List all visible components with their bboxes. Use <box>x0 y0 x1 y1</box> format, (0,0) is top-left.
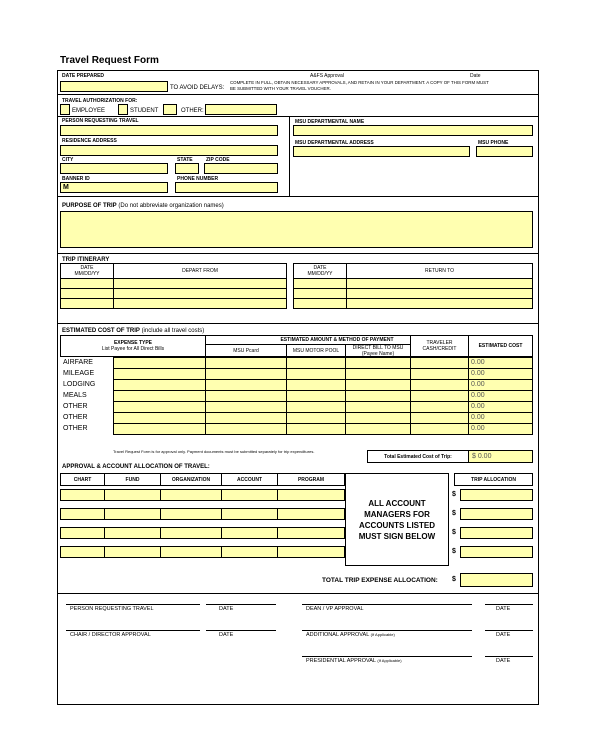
expense-type-text: EXPENSE TYPE <box>113 340 153 346</box>
msu-dept-address-label: MSU DEPARTMENTAL ADDRESS <box>295 140 374 146</box>
notice-line-1: ALL ACCOUNT <box>368 498 426 508</box>
program-text: PROGRAM <box>297 476 325 483</box>
expense-type-header <box>60 335 206 357</box>
allocation-field[interactable] <box>277 527 345 539</box>
mmddyy-text: MM/DD/YY <box>307 271 333 277</box>
estimated-cost-text: ESTIMATED COST <box>478 343 523 349</box>
chart-header <box>60 473 105 486</box>
header-date-label: Date <box>470 73 481 79</box>
residence-address-field[interactable] <box>60 145 278 156</box>
expense-row-label: OTHER <box>63 403 88 410</box>
msu-pcard-text: MSU Pcard <box>233 347 259 354</box>
account-managers-notice <box>345 473 449 566</box>
allocation-field[interactable] <box>60 546 105 558</box>
motor-pool-header <box>286 344 346 357</box>
allocation-field[interactable] <box>277 546 345 558</box>
allocation-field[interactable] <box>221 489 278 501</box>
sig-chair-director: CHAIR / DIRECTOR APPROVAL <box>70 632 151 638</box>
allocation-field[interactable] <box>160 527 222 539</box>
sig-date-label: DATE <box>496 632 511 638</box>
sig-line <box>206 630 276 631</box>
fund-header <box>104 473 161 486</box>
expense-row-label: OTHER <box>63 414 88 421</box>
zip-label: ZIP CODE <box>206 157 230 163</box>
aafs-approval-label: A&FS Approval <box>310 73 344 79</box>
state-label: STATE <box>177 157 193 163</box>
depart-from-header <box>113 263 287 279</box>
city-label: CITY <box>62 157 74 163</box>
travel-auth-label: TRAVEL AUTHORIZATION FOR: <box>62 98 138 104</box>
total-allocation-dollar: $ <box>452 576 456 583</box>
payment-method-field[interactable] <box>205 423 287 435</box>
date-text: DATE <box>80 265 94 271</box>
presidential-text: PRESIDENTIAL APPROVAL <box>306 658 376 664</box>
total-allocation-field[interactable] <box>460 573 533 587</box>
itinerary-cell[interactable] <box>293 298 347 309</box>
divider <box>57 116 539 117</box>
divider <box>57 94 539 95</box>
trip-allocation-field[interactable] <box>460 527 533 539</box>
fund-text: FUND <box>125 476 140 483</box>
sig-line <box>302 656 472 657</box>
allocation-field[interactable] <box>160 508 222 520</box>
other-field[interactable] <box>205 104 277 115</box>
date-text: DATE <box>313 265 327 271</box>
return-text: RETURN TO <box>425 268 454 274</box>
banner-id-field[interactable] <box>60 182 168 193</box>
sig-date-label: DATE <box>219 632 234 638</box>
total-estimated-value: $ 0.00 <box>472 453 492 460</box>
allocation-dollar: $ <box>452 548 456 555</box>
purpose-label <box>62 202 224 210</box>
payment-method-field[interactable] <box>410 423 469 435</box>
divider <box>57 593 539 594</box>
estimated-cost-value: 0.00 <box>471 392 485 399</box>
divider <box>57 196 539 197</box>
trip-allocation-field[interactable] <box>460 489 533 501</box>
date-prepared-field[interactable] <box>60 81 168 92</box>
zip-field[interactable] <box>204 163 278 174</box>
total-estimated-text: Total Estimated Cost of Trip: <box>384 453 452 460</box>
divider <box>57 253 539 254</box>
allocation-field[interactable] <box>104 527 161 539</box>
msu-phone-label: MSU PHONE <box>478 140 509 146</box>
purpose-label-text: PURPOSE OF TRIP <box>62 203 117 209</box>
trip-allocation-header <box>454 473 533 486</box>
notice-line-3: ACCOUNTS LISTED <box>359 520 435 530</box>
allocation-dollar: $ <box>452 529 456 536</box>
itinerary-date-stack <box>75 265 100 277</box>
return-to-header <box>346 263 533 279</box>
instructions-line1: COMPLETE IN FULL, OBTAIN NECESSARY APPROVALS, AND RETAIN IN YOUR DEPARTMENT. A COPY OF THIS FORM MUST <box>230 80 489 85</box>
allocation-field[interactable] <box>160 489 222 501</box>
organization-text: ORGANIZATION <box>171 476 211 483</box>
estimated-cost-value: 0.00 <box>471 381 485 388</box>
purpose-field[interactable] <box>60 211 533 248</box>
allocation-field[interactable] <box>60 508 105 520</box>
approval-label: APPROVAL & ACCOUNT ALLOCATION OF TRAVEL: <box>62 464 210 470</box>
account-header <box>221 473 278 486</box>
sig-dean-approval: DEAN / VP APPROVAL <box>306 606 364 612</box>
payment-method-field[interactable] <box>286 423 346 435</box>
msu-pcard-header <box>205 344 287 357</box>
cash-credit-text: CASH/CREDIT <box>422 346 457 352</box>
person-requesting-label: PERSON REQUESTING TRAVEL <box>62 118 139 124</box>
banner-id-label: BANNER ID <box>62 176 90 182</box>
allocation-field[interactable] <box>221 546 278 558</box>
divider <box>57 323 539 324</box>
if-applicable-text: (If Applicable) <box>377 658 402 663</box>
sig-presidential-approval <box>306 658 402 664</box>
sig-person-requesting: PERSON REQUESTING TRAVEL <box>70 606 154 612</box>
itinerary-date-header-right <box>293 263 347 279</box>
expense-payee-field[interactable] <box>113 423 206 435</box>
sig-line <box>485 604 533 605</box>
notice-line-2: MANAGERS FOR <box>364 509 430 519</box>
program-header <box>277 473 345 486</box>
traveler-header <box>410 335 469 357</box>
cost-footnote: Travel Request Form is for approval only. Payment documents must be submitted separately for trip expenditures. <box>113 449 315 454</box>
estimated-cost-header <box>468 335 533 357</box>
expense-row-label: LODGING <box>63 381 96 388</box>
total-estimated-label <box>367 450 469 463</box>
if-applicable-text: (If Applicable) <box>370 632 395 637</box>
itinerary-date-header-left <box>60 263 114 279</box>
sig-additional-approval <box>306 632 395 638</box>
sig-date-label: DATE <box>496 658 511 664</box>
allocation-field[interactable] <box>104 489 161 501</box>
total-allocation-label: TOTAL TRIP EXPENSE ALLOCATION: <box>322 577 438 584</box>
total-estimated-field[interactable] <box>468 450 533 463</box>
itinerary-cell[interactable] <box>346 298 533 309</box>
allocation-field[interactable] <box>104 508 161 520</box>
residence-address-label: RESIDENCE ADDRESS <box>62 138 117 144</box>
itinerary-cell[interactable] <box>113 298 287 309</box>
cost-label-text: ESTIMATED COST OF TRIP <box>62 328 140 334</box>
employee-label: EMPLOYEE <box>72 108 106 114</box>
allocation-dollar: $ <box>452 491 456 498</box>
sig-date-label: DATE <box>496 606 511 612</box>
direct-bill-text: DIRECT BILL TO MSU <box>352 344 404 351</box>
instructions-line2: BE SUBMITTED WITH YOUR TRAVEL VOUCHER. <box>230 86 331 91</box>
banner-id-value: M <box>63 184 69 191</box>
payment-method-field[interactable] <box>345 423 411 435</box>
allocation-field[interactable] <box>221 527 278 539</box>
expense-type-stack <box>102 340 164 352</box>
student-label: STUDENT <box>130 108 159 114</box>
expense-sub-text: List Payee for All Direct Bills <box>101 346 165 352</box>
expense-row-label: MEALS <box>63 392 87 399</box>
estimated-cost-value: 0.00 <box>471 403 485 410</box>
additional-text: ADDITIONAL APPROVAL <box>306 632 370 638</box>
organization-header <box>160 473 222 486</box>
state-field[interactable] <box>175 163 199 174</box>
expense-row-label: OTHER <box>63 425 88 432</box>
motor-pool-text: MSU MOTOR POOL <box>292 347 340 354</box>
to-avoid-delays-label: TO AVOID DELAYS: <box>170 85 225 91</box>
msu-dept-address-field[interactable] <box>293 146 470 157</box>
estimated-cost-value: 0.00 <box>471 414 485 421</box>
date-prepared-label: DATE PREPARED <box>62 73 105 79</box>
city-field[interactable] <box>60 163 168 174</box>
estimated-cost-value: 0.00 <box>471 359 485 366</box>
allocation-field[interactable] <box>277 508 345 520</box>
employee-checkbox[interactable] <box>60 104 70 115</box>
cost-label <box>62 327 204 335</box>
expense-row-label: MILEAGE <box>63 370 95 377</box>
direct-bill-stack <box>353 345 404 357</box>
msu-dept-name-field[interactable] <box>293 125 533 136</box>
traveler-stack <box>423 340 457 352</box>
form-title: Travel Request Form <box>60 55 159 66</box>
notice-line-4: MUST SIGN BELOW <box>358 531 436 541</box>
traveler-text: TRAVELER <box>426 340 453 346</box>
vertical-divider <box>289 116 290 196</box>
estimated-cost-field[interactable] <box>468 423 533 435</box>
msu-phone-field[interactable] <box>476 146 533 157</box>
allocation-field[interactable] <box>277 489 345 501</box>
sig-line <box>206 604 276 605</box>
account-text: ACCOUNT <box>237 476 262 483</box>
allocation-field[interactable] <box>60 527 105 539</box>
allocation-field[interactable] <box>160 546 222 558</box>
sig-line <box>485 630 533 631</box>
sig-line <box>302 604 472 605</box>
sig-line <box>485 656 533 657</box>
allocation-field[interactable] <box>221 508 278 520</box>
sig-line <box>302 630 472 631</box>
chart-text: CHART <box>73 476 92 483</box>
itinerary-cell[interactable] <box>60 298 114 309</box>
trip-allocation-field[interactable] <box>460 508 533 520</box>
allocation-field[interactable] <box>104 546 161 558</box>
method-header-text: ESTIMATED AMOUNT & METHOD OF PAYMENT <box>280 337 394 343</box>
direct-bill-header <box>345 344 411 357</box>
estimated-cost-value: 0.00 <box>471 370 485 377</box>
cost-note: (include all travel costs) <box>141 328 205 334</box>
phone-number-field[interactable] <box>175 182 278 193</box>
sig-line <box>66 630 200 631</box>
estimated-cost-value: 0.00 <box>471 425 485 432</box>
itinerary-date-stack-right <box>308 265 333 277</box>
trip-allocation-text: TRIP ALLOCATION <box>471 476 516 483</box>
trip-allocation-field[interactable] <box>460 546 533 558</box>
depart-text: DEPART FROM <box>182 268 218 274</box>
itinerary-label: TRIP ITINERARY <box>62 257 110 263</box>
msu-dept-name-label: MSU DEPARTMENTAL NAME <box>295 119 365 125</box>
phone-number-label: PHONE NUMBER <box>177 176 219 182</box>
person-requesting-field[interactable] <box>60 125 278 136</box>
sig-line <box>66 604 200 605</box>
sig-date-label: DATE <box>219 606 234 612</box>
mmddyy-text: MM/DD/YY <box>74 271 100 277</box>
allocation-field[interactable] <box>60 489 105 501</box>
other-checkbox[interactable] <box>163 104 177 115</box>
expense-row-label: AIRFARE <box>63 359 93 366</box>
allocation-dollar: $ <box>452 510 456 517</box>
other-label: OTHER: <box>181 108 204 114</box>
payee-name-text: (Payee Name) <box>361 350 395 357</box>
student-checkbox[interactable] <box>118 104 128 115</box>
purpose-note: (Do not abbreviate organization names) <box>118 203 224 209</box>
